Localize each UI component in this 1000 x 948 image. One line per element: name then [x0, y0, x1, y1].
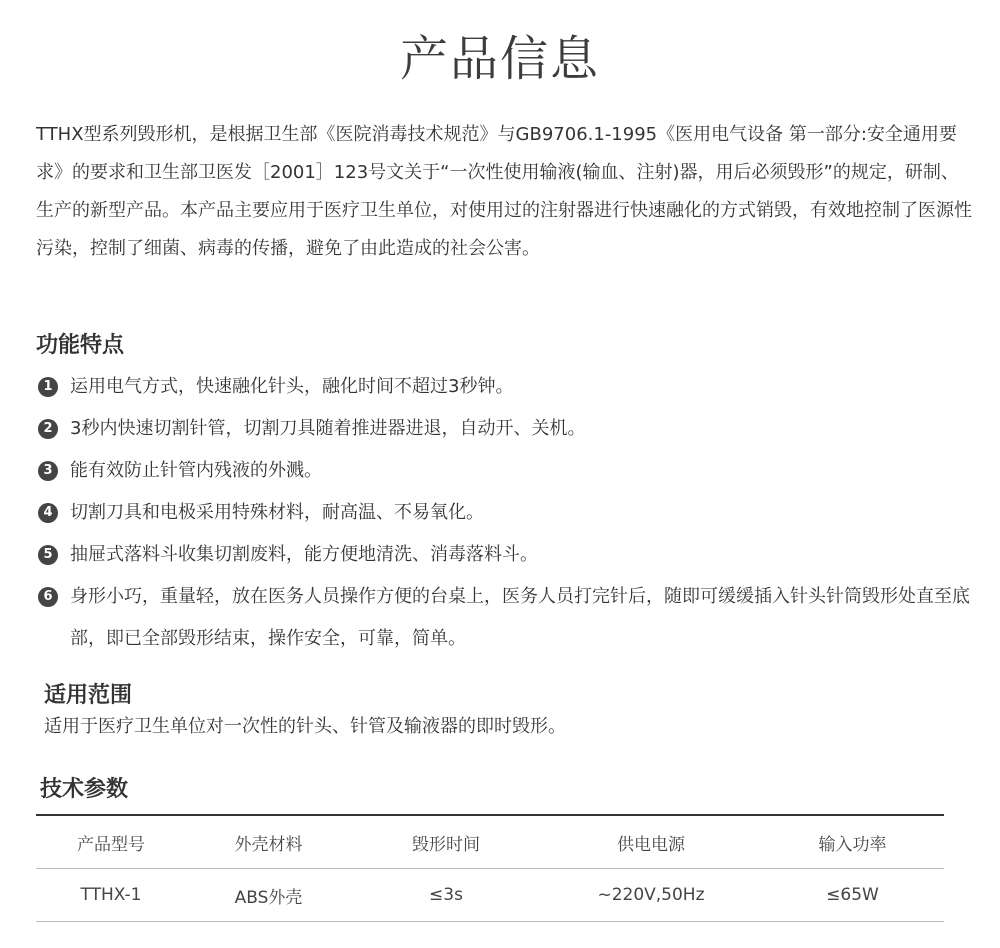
header-housing: 外壳材料 — [186, 815, 351, 869]
number-5-icon: 5 — [38, 545, 58, 565]
header-power-supply: 供电电源 — [541, 815, 761, 869]
feature-text: 切割刀具和电极采用特殊材料，耐高温、不易氧化。 — [70, 502, 484, 523]
feature-text: 抽屉式落料斗收集切割废料，能方便地清洗、消毒落料斗。 — [70, 544, 538, 565]
header-destroy-time: 毁形时间 — [351, 815, 541, 869]
header-model: 产品型号 — [36, 815, 186, 869]
features-list — [36, 366, 986, 660]
intro-paragraph: TTHX型系列毁形机，是根据卫生部《医院消毒技术规范》与GB9706.1-1995《医用电气设备 第一部分:安全通用要求》的要求和卫生部卫医发［2001］123号文关于“一次性使用输液(输血、注射)器，用后必须毁形”的规定，研制、生产的新型产品。本产品主要应用于医疗卫生单位，对使用过的注射器进行快速融化的方式销毁，有效地控制了医源性污染，控制了细菌、病毒的传播，避免了由此造成的社会公害。 — [36, 124, 972, 259]
feature-item — [36, 450, 986, 492]
feature-item — [36, 492, 986, 534]
header-input-power: 输入功率 — [761, 815, 944, 869]
cell-input-power: ≤65W — [761, 869, 944, 922]
number-2-icon: 2 — [38, 419, 58, 439]
number-6-icon: 6 — [38, 587, 58, 607]
scope-text: 适用于医疗卫生单位对一次性的针头、针管及输液器的即时毁形。 — [44, 716, 566, 737]
feature-text: 3秒内快速切割针管，切割刀具随着推进器进退，自动开、关机。 — [70, 418, 586, 439]
feature-text: 能有效防止针管内残液的外溅。 — [70, 460, 322, 481]
specs-table — [36, 814, 944, 922]
table-header-row — [36, 815, 944, 869]
cell-destroy-time: ≤3s — [351, 869, 541, 922]
number-1-icon: 1 — [38, 377, 58, 397]
page-title: 产品信息 — [399, 31, 600, 87]
cell-model: TTHX-1 — [36, 869, 186, 922]
number-3-icon: 3 — [38, 461, 58, 481]
feature-item — [36, 408, 986, 450]
feature-text: 运用电气方式，快速融化针头，融化时间不超过3秒钟。 — [70, 376, 514, 397]
cell-power-supply: ~220V,50Hz — [541, 869, 761, 922]
number-4-icon: 4 — [38, 503, 58, 523]
feature-item — [36, 576, 986, 660]
specs-heading: 技术参数 — [40, 777, 129, 802]
scope-heading: 适用范围 — [44, 683, 133, 708]
feature-item — [36, 366, 986, 408]
table-row — [36, 869, 944, 922]
feature-text: 身形小巧，重量轻，放在医务人员操作方便的台桌上，医务人员打完针后，随即可缓缓插入针头针筒毁形处直至底部，即已全部毁形结束，操作安全，可靠，简单。 — [70, 586, 970, 649]
feature-item — [36, 534, 986, 576]
features-heading: 功能特点 — [36, 333, 125, 358]
cell-housing: ABS外壳 — [186, 869, 351, 922]
